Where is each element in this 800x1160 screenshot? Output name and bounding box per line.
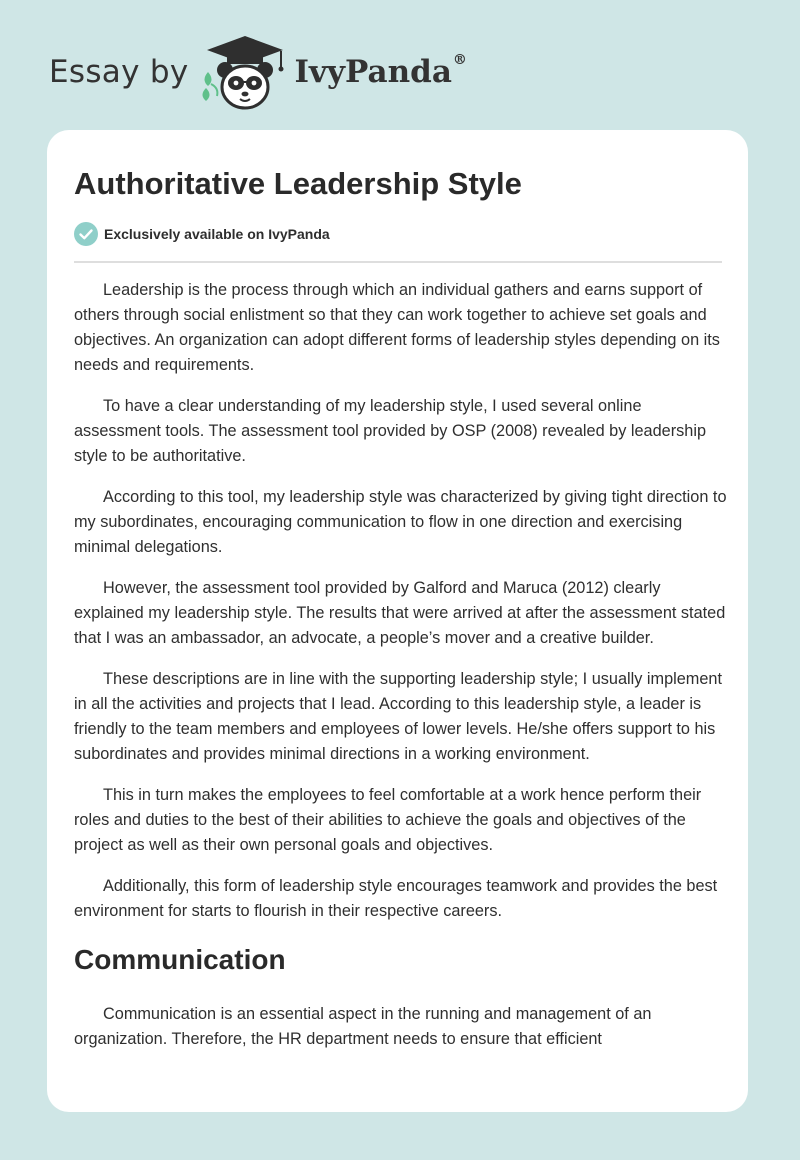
paragraph: Leadership is the process through which an individual gathers and earns support of others through social enlistment so that they can work together to achieve set goals and objectives. An organization can adopt different forms of leadership styles depending on its needs and requirements. [74, 281, 720, 374]
panda-graduate-logo-icon [197, 32, 293, 112]
ivy-leaf-icon [202, 72, 217, 101]
article-body [74, 278, 730, 1068]
essay-card [47, 130, 748, 1112]
brand-prefix: Essay by [49, 54, 189, 90]
paragraph: However, the assessment tool provided by Galford and Maruca (2012) clearly explained my leadership style. The results that were arrived at after the assessment stated that I was an ambassador, an advocate, a people’s mover and a creative builder. [74, 579, 726, 647]
badge-label: Exclusively available on IvyPanda [104, 226, 330, 242]
paragraph: Communication is an essential aspect in the running and management of an organization. Therefore, the HR department needs to ensure that efficient [74, 1005, 652, 1048]
paragraph: These descriptions are in line with the supporting leadership style; I usually implement in all the activities and projects that I lead. According to this leadership style, a leader is friendly to the team members and employees of lower levels. He/she offers support to his subordinates and provides minimal directions in a working environment. [74, 670, 723, 763]
exclusive-badge [74, 222, 330, 246]
paragraph: To have a clear understanding of my leadership style, I used several online assessment tools. The assessment tool provided by OSP (2008) revealed by leadership style to be authoritative. [74, 397, 706, 465]
paragraph: This in turn makes the employees to feel comfortable at a work hence perform their roles and duties to the best of their abilities to achieve the goals and objectives of the project as well as their own personal goals and objectives. [74, 786, 702, 854]
paragraph: Additionally, this form of leadership style encourages teamwork and provides the best environment for starts to flourish in their respective careers. [74, 877, 718, 920]
page-title: Authoritative Leadership Style [74, 166, 522, 201]
paragraph: According to this tool, my leadership style was characterized by giving tight direction to my subordinates, encouraging communication to flow in one direction and exercising minimal delegations. [74, 488, 727, 556]
check-circle-icon [74, 222, 98, 246]
brand-header[interactable] [49, 32, 467, 112]
brand-name: IvyPanda® [294, 52, 467, 90]
section-heading: Communication [74, 944, 286, 975]
divider [74, 261, 722, 263]
